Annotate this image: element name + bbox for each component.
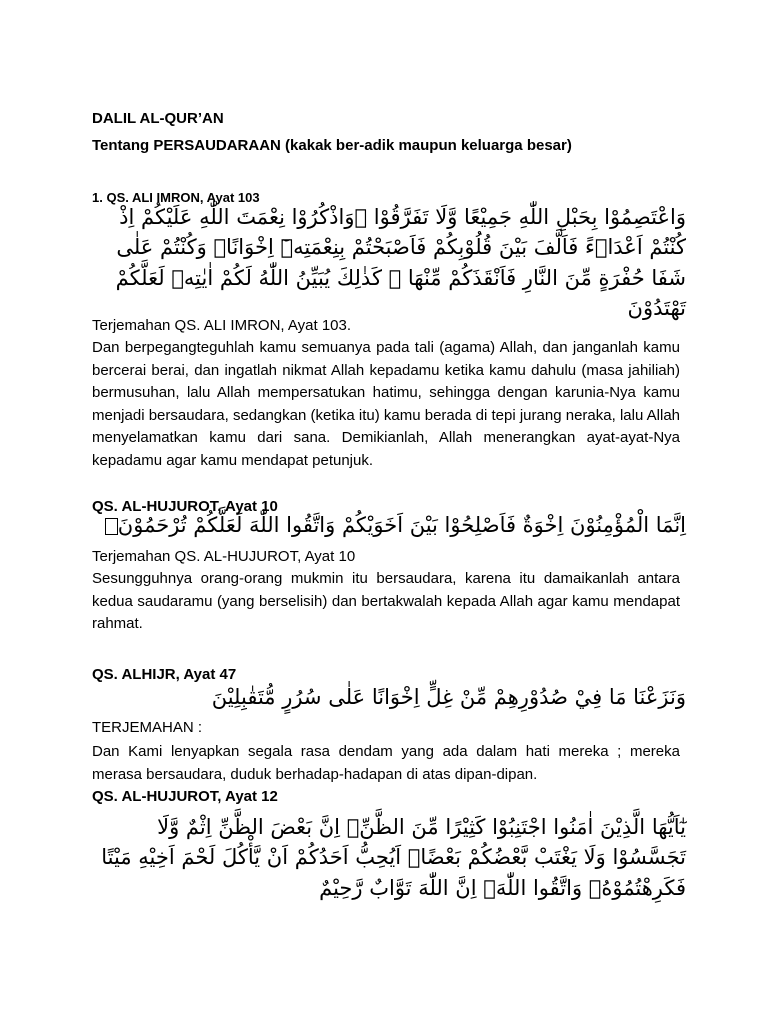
section-1-arabic-verse: وَاعْتَصِمُوْا بِحَبْلِ اللّٰهِ جَمِيْعًا وَّلَا تَفَرَّقُوْا ۖوَاذْكُرُوْا نِعْمَتَ اللّٰهِ عَلَيْكُمْ اِذْ كُنْتُمْ اَعْدَاۤءً فَاَلَّفَ بَيْنَ قُلُوْبِكُمْ فَاَصْبَحْتُمْ بِنِعْمَتِهٖٓ اِخْوَانًاۚ وَكُنْتُمْ عَلٰى شَفَا حُفْرَةٍ مِّنَ النَّارِ فَاَنْقَذَكُمْ مِّنْهَا ۗ كَذٰلِكَ يُبَيِّنُ اللّٰهُ لَكُمْ اٰيٰتِهٖ لَعَلَّكُمْ تَهْتَدُوْنَ bbox=[115, 205, 686, 321]
missing-glyph-box-icon bbox=[105, 518, 118, 535]
document-title: DALIL AL-QUR’AN bbox=[92, 110, 224, 127]
section-4-arabic-verse: يٰٓاَيُّهَا الَّذِيْنَ اٰمَنُوا اجْتَنِبُوْا كَثِيْرًا مِّنَ الظَّنِّۖ اِنَّ بَعْضَ الظَّنِّ اِثْمٌ وَّلَا تَجَسَّسُوْا وَلَا يَغْتَبْ بَّعْضُكُمْ بَعْضًاۗ اَيُحِبُّ اَحَدُكُمْ اَنْ يَّأْكُلَ لَحْمَ اَخِيْهِ مَيْتًا فَكَرِهْتُمُوْهُۗ وَاتَّقُوا اللّٰهَۗ اِنَّ اللّٰهَ تَوَّابٌ رَّحِيْمٌ bbox=[101, 815, 686, 900]
section-3-arabic-verse: وَنَزَعْنَا مَا فِيْ صُدُوْرِهِمْ مِّنْ غِلٍّ اِخْوَانًا عَلٰى سُرُرٍ مُّتَقٰبِلِيْنَ bbox=[211, 685, 686, 709]
section-2-arabic-verse: اِنَّمَا الْمُؤْمِنُوْنَ اِخْوَةٌ فَاَصْلِحُوْا بَيْنَ اَخَوَيْكُمْ وَاتَّقُوا اللّٰهَ لَعَلَّكُمْ تُرْحَمُوْنَ bbox=[86, 510, 686, 540]
document-subtitle: Tentang PERSAUDARAAN (kakak ber-adik maupun keluarga besar) bbox=[92, 137, 572, 154]
section-4-heading: QS. AL-HUJUROT, Ayat 12 bbox=[92, 788, 278, 805]
section-1-translation-label: Terjemahan QS. ALI IMRON, Ayat 103. bbox=[92, 317, 352, 334]
section-3-translation: Dan Kami lenyapkan segala rasa dendam yang ada dalam hati mereka ; mereka merasa bersaudara, duduk berhadap-hadapan di atas dipan-dipan. bbox=[92, 743, 680, 783]
section-1-translation: Dan berpegangteguhlah kamu semuanya pada tali (agama) Allah, dan janganlah kamu bercerai berai, dan ingatlah nikmat Allah kepadamu ketika kamu dahulu (masa jahiliah) bermusuhan, lalu Allah mempersatukan hatimu, sehingga dengan karunia-Nya kamu menjadi bersaudara, sedangkan (ketika itu) kamu berada di tepi jurang neraka, lalu Allah menyelamatkan kamu dari sana. Demikianlah, Allah menerangkan ayat-ayat-Nya kepadamu agar kamu mendapat petunjuk. bbox=[92, 339, 680, 469]
section-2-heading: QS. AL-HUJUROT, Ayat 10 bbox=[92, 498, 278, 515]
section-3-translation-label: TERJEMAHAN : bbox=[92, 719, 203, 736]
section-3-heading: QS. ALHIJR, Ayat 47 bbox=[92, 666, 237, 683]
section-2-translation: Sesungguhnya orang-orang mukmin itu bersaudara, karena itu damaikanlah antara kedua saudaramu (yang berselisih) dan bertakwalah kepada Allah agar kamu mendapat rahmat. bbox=[92, 570, 680, 632]
section-2-translation-label: Terjemahan QS. AL-HUJUROT, Ayat 10 bbox=[92, 548, 356, 565]
section-1-heading: 1. QS. ALI IMRON, Ayat 103 bbox=[92, 190, 260, 205]
